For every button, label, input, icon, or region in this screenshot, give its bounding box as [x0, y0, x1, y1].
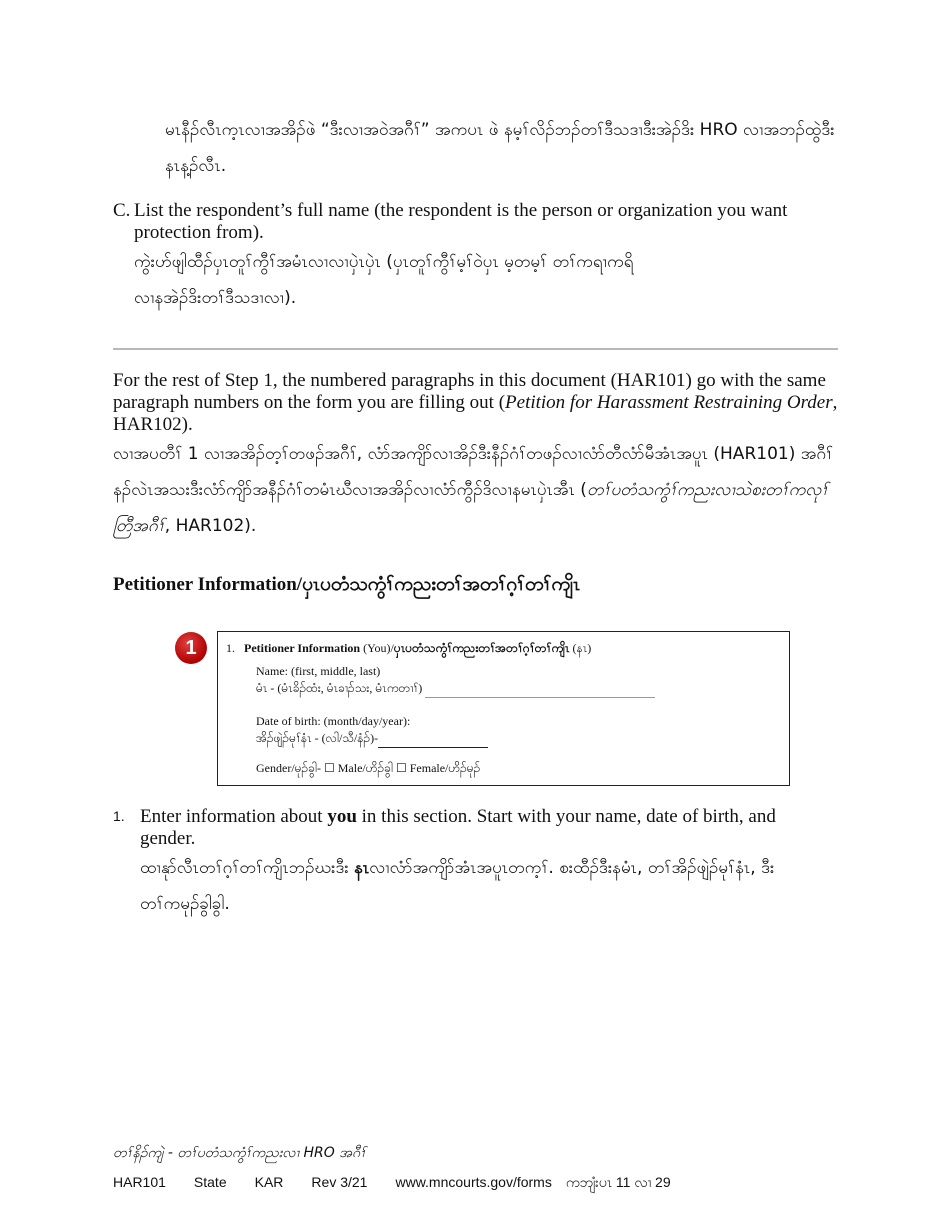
form-excerpt: [217, 631, 790, 786]
note-kar-italic: တၢ်ပတံသကွံၢ်ကညးလၢသဲစးတၢ်ကလုၢ်တြီအဂီၢ်: [113, 480, 829, 536]
footer-title: တၢ်နိၣ်ကျဲ - တၢ်ပတံသကွံၢ်ကညးလၢ HRO အဂီၢ်: [113, 1145, 366, 1161]
footer-form: HAR101: [113, 1174, 166, 1190]
divider: [113, 348, 838, 350]
instr-kar-bold: နၤ: [354, 858, 370, 878]
excerpt-title-end: (နၤ): [572, 641, 592, 655]
step-badge: 1: [175, 632, 207, 664]
female-checkbox-icon: ☐: [395, 761, 407, 775]
note-en-italic: Petition for Harassment Restraining Order: [505, 392, 833, 413]
footer-url[interactable]: www.mncourts.gov/forms: [395, 1174, 552, 1190]
gender-label: Gender/မုၣ်ခွါ-: [256, 761, 321, 775]
excerpt-title: Petitioner Information: [244, 641, 361, 655]
name-karen: မံၤ - (မံၤခိၣ်ထံး, မံၤခၢၣ်သး, မံၤကတၢၢ်): [256, 681, 423, 695]
item-c-english: List the respondent’s full name (the respondent is the person or organization you want protection from).: [134, 200, 788, 243]
excerpt-num: 1.: [226, 641, 235, 655]
excerpt-title-you: (You)/: [363, 641, 394, 655]
instruction: [113, 806, 833, 922]
step-note: [113, 370, 843, 544]
footer: [113, 1173, 699, 1194]
dob-label: Date of birth: (month/day/year):: [256, 714, 411, 728]
male-checkbox-icon: ☐: [323, 761, 335, 775]
note-kar-b: , HAR102).: [164, 516, 257, 536]
footer-state: State: [193, 1174, 227, 1190]
name-line: [425, 697, 655, 698]
note-en-a: For the rest of Step 1, the numbered paragraphs in this document (HAR101) go with the same paragraph numbers on the form you are filling out (: [113, 370, 826, 413]
intro-karen: မၤနီၣ်လီၤက့ၤလၢအအိၣ်ဖဲ “ဒီးလၢအဝဲအဂီၢ်” အကပၤ ဖဲ နမ့ၢ်လိၣ်ဘၣ်တၢ်ဒီသဒၢဒီးအဲၣ်ဒိး HRO လၢအဘၣ်ထွဲဒီးနၤန့ၣ်လီၤ.: [165, 120, 835, 176]
dob-line: [378, 747, 488, 748]
instr-en-bold: you: [327, 806, 357, 827]
name-label: Name: (first, middle, last): [256, 664, 381, 678]
footer-page: ကဘျံးပၤ 11 လၢ 29: [565, 1174, 671, 1190]
instr-en-a: Enter information about: [140, 806, 328, 827]
item-c: [113, 200, 843, 316]
dob-karen: အိၣ်ဖျဲၣ်မုၢ်နံၤ - (လါ/သီ/နံၣ်)-: [256, 731, 379, 745]
excerpt-title-karen: ပှၤပတံသကွံၢ်ကညးတၢ်အတၢ်ဂ့ၢ်တၢ်ကျိၤ: [393, 641, 570, 655]
footer-rev: Rev 3/21: [311, 1174, 368, 1190]
instr-kar-b: လၢလံာ်အကျိာ်အံၤအပူၤတက့ၢ်. စးထီၣ်ဒီးနမံၤ, တၢ်အိၣ်ဖျဲၣ်မုၢ်နံၤ, ဒီး တၢ်ကမုၣ်ခွါခွါ.: [140, 858, 775, 914]
instr-en-b: in this section. Start with your name, date of birth, and gender.: [140, 806, 776, 849]
footer-lang: KAR: [254, 1174, 284, 1190]
instr-kar-a: ထၢနုာ်လီၤတၢ်ဂ့ၢ်တၢ်ကျိၤဘၣ်ဃးဒီး: [140, 858, 355, 878]
note-en-b: , HAR102).: [113, 392, 838, 435]
instruction-num: 1.: [113, 808, 125, 824]
section-heading: Petitioner Information/ပှၤပတံသကွံၢ်ကညးတၢ်အတၢ်ဂ့ၢ်တၢ်ကျိၤ: [113, 574, 581, 595]
item-marker: C.: [113, 200, 131, 221]
note-kar-a: လၢအပတီၢ် 1 လၢအအိၣ်တ့ၢ်တဖၣ်အဂီၢ်, လံာ်အကျိာ်လၢအိၣ်ဒီးနီၣ်ဂံၢ်တဖၣ်လၢလံာ်တီလံာ်မီအံၤအပူၤ (HAR101) အဂီၢ်နၣ်လဲၤအသးဒီးလံာ်ကျိာ်အနီၣ်ဂံၢ်တမံၤဃီလၢအအိၣ်လၢလံာ်ကွီၣ်ဒိလၢနမၤပှဲၤအီၤ (: [113, 444, 834, 500]
female-option: Female/ဟိၣ်မုၣ်: [409, 761, 481, 775]
item-c-karen: ကွဲးဟ်ဖျါထီၣ်ပှၤတူၢ်ကွီၢ်အမံၤလၢလၢပှဲၤပှဲၤ (ပှၤတူၢ်ကွီၢ်မ့ၢ်ဝဲပှၤ မ့တမ့ၢ် တၢ်ကရၢကရိလၢနအဲၣ်ဒိးတၢ်ဒီသဒၢလၢ).: [134, 252, 634, 308]
male-option: Male/ဟိၣ်ခွါ: [337, 761, 393, 775]
